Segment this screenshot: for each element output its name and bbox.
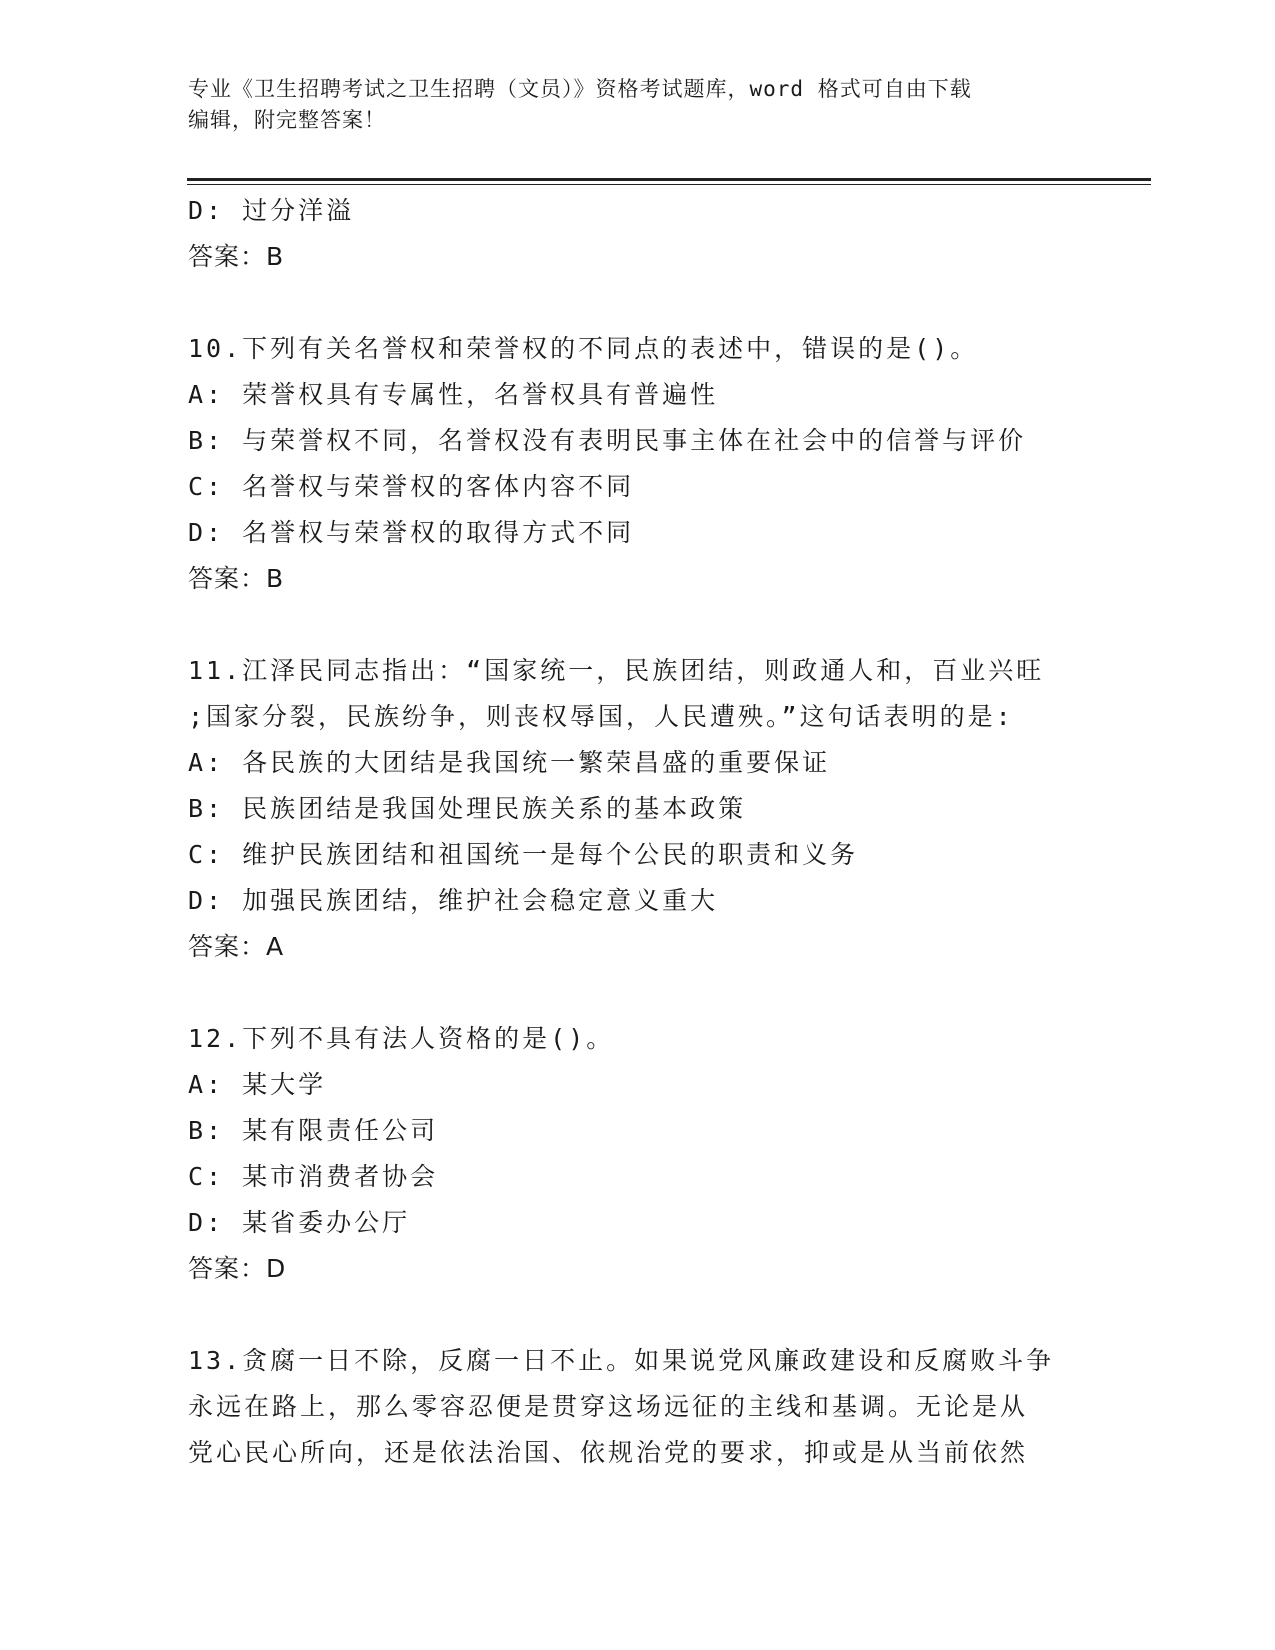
header-divider-thick: [187, 178, 1151, 181]
question-stem: 13.贪腐一日不除，反腐一日不止。如果说党风廉政建设和反腐败斗争: [188, 1346, 1055, 1375]
question-stem-continued: 永远在路上，那么零容忍便是贯穿这场远征的主线和基调。无论是从: [188, 1392, 1029, 1421]
document-header: [188, 74, 1088, 136]
spacer: [188, 280, 1088, 326]
question-stem: 10.下列有关名誉权和荣誉权的不同点的表述中，错误的是()。: [188, 334, 979, 363]
spacer: [188, 1292, 1088, 1338]
question-13: [188, 1338, 1088, 1476]
spacer: [188, 970, 1088, 1016]
question-stem: 12.下列不具有法人资格的是()。: [188, 1024, 615, 1053]
option-a: A: 各民族的大团结是我国统一繁荣昌盛的重要保证: [188, 748, 831, 777]
answer-line: 答案：B: [188, 242, 285, 271]
answer-line: 答案：D: [188, 1254, 287, 1283]
spacer: [188, 602, 1088, 648]
option-b: B: 某有限责任公司: [188, 1116, 439, 1145]
question-10: [188, 326, 1088, 602]
question-content: [188, 188, 1088, 1476]
answer-line: 答案：A: [188, 932, 285, 961]
header-line-1: 专业《卫生招聘考试之卫生招聘（文员）》资格考试题库，word 格式可自由下载: [188, 77, 972, 101]
header-divider-thin: [187, 184, 1151, 185]
answer-line: 答案：B: [188, 564, 285, 593]
option-c: C: 某市消费者协会: [188, 1162, 439, 1191]
question-11: [188, 648, 1088, 970]
option-d: D: 过分洋溢: [188, 196, 355, 225]
option-d: D: 某省委办公厅: [188, 1208, 411, 1237]
previous-question-tail: [188, 188, 1088, 280]
header-line-2: 编辑，附完整答案！: [188, 108, 386, 132]
option-b: B: 民族团结是我国处理民族关系的基本政策: [188, 794, 747, 823]
question-stem: 11.江泽民同志指出：“国家统一，民族团结，则政通人和，百业兴旺: [188, 656, 1045, 685]
option-a: A: 某大学: [188, 1070, 327, 1099]
question-12: [188, 1016, 1088, 1292]
option-d: D: 加强民族团结，维护社会稳定意义重大: [188, 886, 719, 915]
question-stem-continued: 党心民心所向，还是依法治国、依规治党的要求，抑或是从当前依然: [188, 1438, 1029, 1467]
option-d: D: 名誉权与荣誉权的取得方式不同: [188, 518, 635, 547]
option-c: C: 维护民族团结和祖国统一是每个公民的职责和义务: [188, 840, 859, 869]
option-a: A: 荣誉权具有专属性，名誉权具有普遍性: [188, 380, 719, 409]
option-b: B: 与荣誉权不同，名誉权没有表明民事主体在社会中的信誉与评价: [188, 426, 1027, 455]
option-c: C: 名誉权与荣誉权的客体内容不同: [188, 472, 635, 501]
question-stem-continued: ;国家分裂，民族纷争，则丧权辱国，人民遭殃。”这句话表明的是:: [188, 702, 1014, 731]
